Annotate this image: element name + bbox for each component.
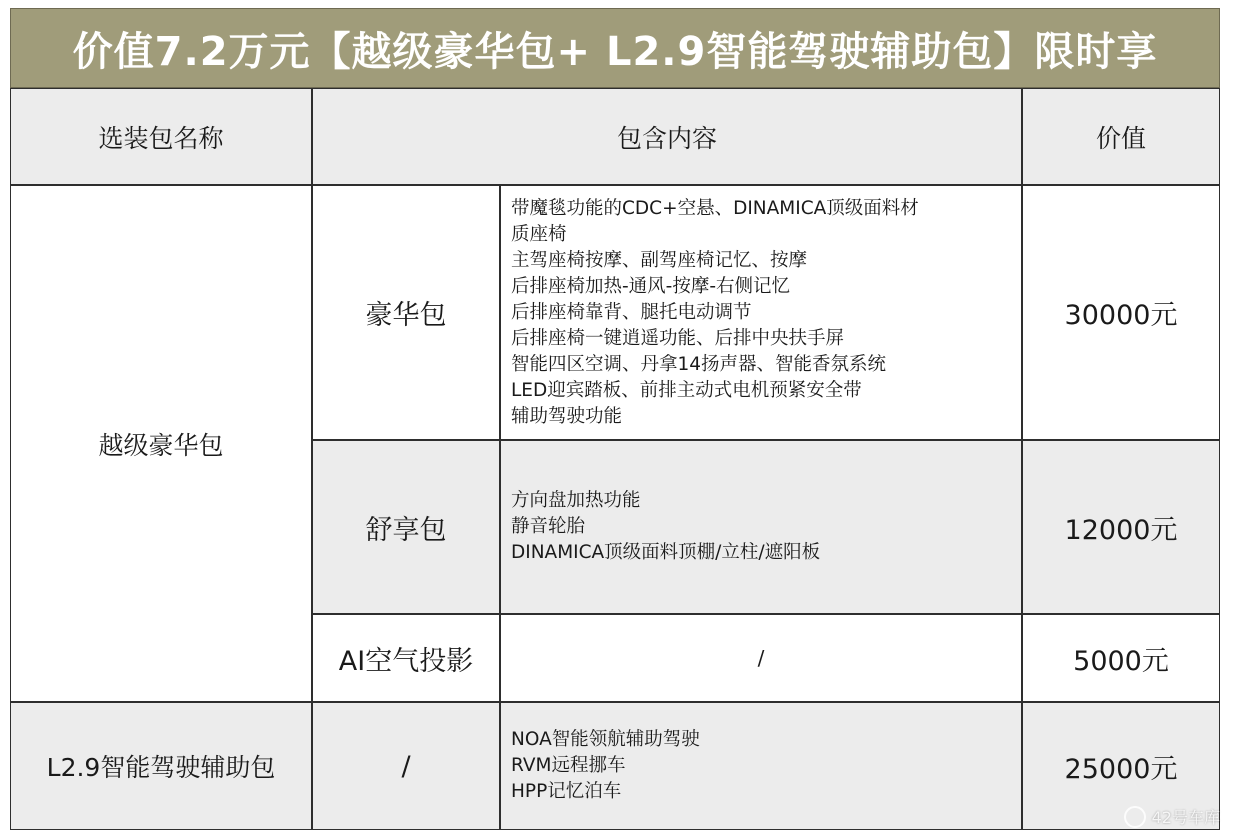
row-assist-name: / <box>312 702 500 830</box>
assist-item: NOA智能领航辅助驾驶 <box>511 729 700 750</box>
comfort-item-list <box>511 488 820 566</box>
watermark-text: 42号车库 <box>1151 808 1220 827</box>
watermark-logo-icon <box>1124 806 1146 828</box>
assist-item: RVM远程挪车 <box>511 755 626 776</box>
group-luxury-package: 越级豪华包 <box>10 185 312 702</box>
options-table <box>10 8 1220 830</box>
row-ai-name: AI空气投影 <box>312 614 500 702</box>
header-package-name: 选装包名称 <box>10 88 312 185</box>
luxury-item: 主驾座椅按摩、副驾座椅记忆、按摩 <box>511 249 808 271</box>
row-luxury-contents <box>500 185 1022 440</box>
luxury-item-list <box>511 196 919 430</box>
row-comfort-contents <box>500 440 1022 614</box>
luxury-item: 后排座椅靠背、腿托电动调节 <box>511 301 752 323</box>
comfort-item: DINAMICA顶级面料顶棚/立柱/遮阳板 <box>511 542 821 563</box>
header-contents: 包含内容 <box>312 88 1022 185</box>
luxury-item: 智能四区空调、丹拿14扬声器、智能香氛系统 <box>511 353 887 375</box>
row-luxury-name: 豪华包 <box>312 185 500 440</box>
table-title: 价值7.2万元【越级豪华包+ L2.9智能驾驶辅助包】限时享 <box>10 8 1220 88</box>
luxury-item: LED迎宾踏板、前排主动式电机预紧安全带 <box>511 379 862 401</box>
luxury-item: 带魔毯功能的CDC+空悬、DINAMICA顶级面料材 <box>511 197 919 219</box>
row-comfort-value: 12000元 <box>1022 440 1220 614</box>
luxury-item: 后排座椅加热-通风-按摩-右侧记忆 <box>511 275 791 297</box>
row-assist-contents <box>500 702 1022 830</box>
luxury-item: 后排座椅一键逍遥功能、后排中央扶手屏 <box>511 327 845 349</box>
row-assist-value: 25000元 <box>1022 702 1220 830</box>
row-ai-contents: / <box>500 614 1022 702</box>
row-ai-value: 5000元 <box>1022 614 1220 702</box>
row-luxury-value: 30000元 <box>1022 185 1220 440</box>
luxury-item: 质座椅 <box>511 223 567 245</box>
assist-item-list <box>511 727 700 805</box>
header-value: 价值 <box>1022 88 1220 185</box>
assist-item: HPP记忆泊车 <box>511 781 622 802</box>
row-comfort-name: 舒享包 <box>312 440 500 614</box>
watermark <box>1124 805 1220 828</box>
comfort-item: 静音轮胎 <box>511 516 586 537</box>
comfort-item: 方向盘加热功能 <box>511 490 641 511</box>
group-assist-package: L2.9智能驾驶辅助包 <box>10 702 312 830</box>
luxury-item: 辅助驾驶功能 <box>511 405 623 427</box>
